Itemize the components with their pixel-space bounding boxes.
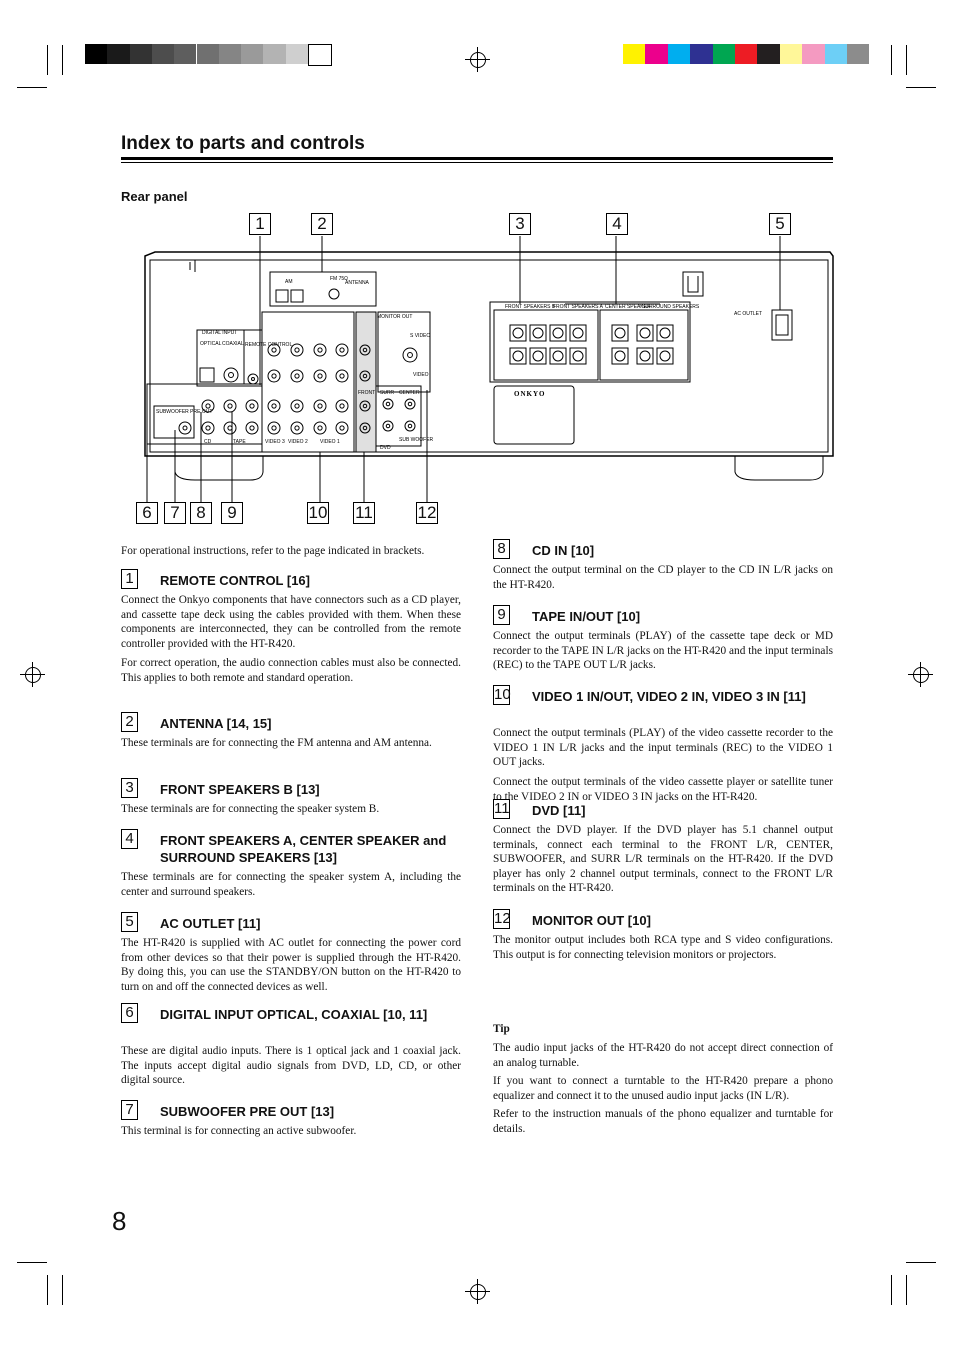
label-sub: SUB WOOFER (399, 437, 434, 443)
rca-jack-pin (340, 348, 344, 352)
label-center: CENTER (399, 390, 420, 396)
rca-jack (224, 400, 236, 412)
item-heading: ANTENNA [14, 15] (160, 716, 272, 731)
speaker-terminal (530, 325, 546, 341)
rca-jack-pin (386, 424, 390, 428)
speaker-terminal (612, 348, 628, 364)
item-number: 10 (494, 686, 511, 703)
speaker-terminal-knob (615, 328, 625, 338)
speaker-terminal (657, 325, 673, 341)
label-front: FRONT (358, 390, 376, 396)
speaker-terminal (612, 325, 628, 341)
rca-jack-pin (272, 374, 276, 378)
label-optical: OPTICAL (200, 341, 222, 347)
speaker-terminal-knob (640, 328, 650, 338)
label-video3: VIDEO 3 (265, 439, 285, 445)
callout-3: 3 (509, 213, 531, 235)
label-s-video: S VIDEO (410, 333, 431, 339)
item-paragraph: Connect the output terminals (PLAY) of the video cassette recorder to the VIDEO 1 IN L/R jacks and the input terminals (REC) to the VIDEO 1 OUT jacks. (493, 727, 833, 769)
speaker-terminal-knob (513, 328, 523, 338)
speaker-terminal-knob (640, 351, 650, 361)
label-surr: SURR (380, 390, 395, 396)
registration-mark-icon (25, 667, 41, 683)
rear-panel-diagram (0, 0, 954, 540)
rca-jack (336, 400, 348, 412)
callout-12: 12 (417, 503, 437, 522)
label-video1: VIDEO 1 (320, 439, 340, 445)
label-front-a: FRONT SPEAKERS A (553, 304, 603, 310)
rca-jack (291, 344, 303, 356)
label-antenna: ANTENNA (345, 280, 369, 286)
rca-jack (268, 400, 280, 412)
item-heading: DIGITAL INPUT OPTICAL, COAXIAL [10, 11] (160, 1007, 428, 1022)
item-heading: VIDEO 1 IN/OUT, VIDEO 2 IN, VIDEO 3 IN [11] (532, 689, 806, 704)
item-paragraph: Connect the DVD player. If the DVD player has 5.1 channel output terminals, connect each terminal to the FRONT L/R, CENTER, SUBWOOFER, and SURR L/R terminals on the HT-R420. If the DVD player has only 2 channel output terminals, connect to the FRONT L/R terminals on the HT-R420. (493, 824, 833, 895)
label-surround-speakers: SURROUND SPEAKERS (642, 304, 700, 310)
item-paragraph: These terminals are for connecting the FM antenna and AM antenna. (121, 737, 432, 749)
item-heading: TAPE IN/OUT [10] (532, 609, 641, 624)
speaker-terminal-knob (533, 328, 543, 338)
speaker-terminal (657, 348, 673, 364)
rca-jack-pin (318, 426, 322, 430)
speaker-terminal (550, 325, 566, 341)
label-digital-input: DIGITAL INPUT (202, 330, 238, 336)
rca-jack-pin (340, 374, 344, 378)
rca-jack-pin (272, 404, 276, 408)
item-heading: FRONT SPEAKERS B [13] (160, 782, 320, 797)
rca-jack-pin (340, 426, 344, 430)
callout-5: 5 (769, 213, 791, 235)
rca-jack-pin (340, 404, 344, 408)
rca-jack (224, 422, 236, 434)
label-remote-control: REMOTE CONTROL (245, 342, 293, 348)
rca-jack (403, 348, 417, 362)
rca-jack (383, 421, 393, 431)
item-number: 8 (493, 539, 510, 559)
speaker-terminal-knob (533, 351, 543, 361)
rca-jack-pin (250, 404, 254, 408)
label-subwoofer: SUBWOOFER PRE OUT (156, 409, 213, 415)
label-front-b: FRONT SPEAKERS B (505, 304, 556, 310)
speaker-terminal (637, 325, 653, 341)
registration-mark-icon (913, 667, 929, 683)
item-paragraph: These are digital audio inputs. There is 1 optical jack and 1 coaxial jack. The inputs accept digital audio signals from DVD, LD, CD, or other digital source. (121, 1045, 461, 1087)
label-ac-outlet: AC OUTLET (734, 311, 763, 317)
item-paragraph: Connect the Onkyo components that have connectors such as a CD player, and cassette tape deck using the cables provided with them. When these components are interconnected, they can be controlled from the remote controller provided with the HT-R420. (121, 594, 461, 650)
rca-jack (291, 370, 303, 382)
item-number: 4 (121, 829, 138, 849)
speaker-terminal-knob (573, 328, 583, 338)
intro-text: For operational instructions, refer to the page indicated in brackets. (121, 545, 425, 557)
item-number: 6 (121, 1003, 138, 1023)
rca-jack (268, 422, 280, 434)
rca-jack-pin (295, 426, 299, 430)
label-cd: CD (204, 439, 212, 445)
rca-jack (314, 370, 326, 382)
callout-10: 10 (308, 503, 328, 522)
rca-jack-pin (408, 402, 412, 406)
label-monitor-out: MONITOR OUT (377, 314, 413, 320)
rca-jack-pin (318, 404, 322, 408)
callout-9: 9 (221, 502, 243, 524)
rca-jack (291, 422, 303, 434)
rca-jack-pin (206, 404, 210, 408)
rca-jack-pin (408, 353, 413, 358)
item-number: 3 (121, 778, 138, 798)
tip-heading: Tip (493, 1023, 510, 1035)
speaker-terminal (550, 348, 566, 364)
rca-jack (336, 370, 348, 382)
speaker-terminal-knob (513, 351, 523, 361)
item-number: 1 (121, 569, 138, 589)
speaker-terminal (510, 325, 526, 341)
callout-7: 7 (164, 502, 186, 524)
item-paragraph: The HT-R420 is supplied with AC outlet for connecting the power cord from other devices so that their power is supplied through the HT-R420. By doing this, you can use the STANDBY/ON button on the HT-R420 to turn on and off the connected devices as well. (121, 937, 461, 993)
rca-jack-pin (206, 426, 210, 430)
rca-jack (314, 344, 326, 356)
label-fm: FM 75Ω (330, 276, 348, 282)
item-number: 2 (121, 712, 138, 732)
speaker-terminal (570, 348, 586, 364)
rca-jack-pin (272, 348, 276, 352)
page-number: 8 (112, 1206, 127, 1236)
tip-paragraph: If you want to connect a turntable to the HT-R420 prepare a phono equalizer and connect it to the unused audio input jacks (IN L/R). (493, 1075, 833, 1102)
item-heading: DVD [11] (532, 803, 586, 818)
item-paragraph: These terminals are for connecting the speaker system A, including the center and surround speakers. (121, 871, 461, 898)
speaker-terminal-knob (660, 351, 670, 361)
item-paragraph: This terminal is for connecting an active subwoofer. (121, 1125, 357, 1137)
rca-jack-pin (228, 426, 232, 430)
label-center-speaker: CENTER SPEAKER (605, 304, 651, 310)
item-paragraph: Connect the output terminals (PLAY) of the cassette tape deck or MD recorder to the TAPE IN L/R jacks on the HT-R420 and the input terminals (REC) to the TAPE OUT L/R jacks. (493, 630, 833, 672)
label-am: AM (285, 279, 293, 285)
rca-jack-pin (250, 426, 254, 430)
callout-2: 2 (311, 213, 333, 235)
rca-jack-pin (318, 348, 322, 352)
rca-jack (246, 400, 258, 412)
tip-paragraph: Refer to the instruction manuals of the phono equalizer and turntable for details. (493, 1108, 833, 1135)
label-dvd: DVD (380, 445, 391, 451)
rca-jack-pin (228, 404, 232, 408)
speaker-terminal-knob (553, 328, 563, 338)
callout-6: 6 (136, 502, 158, 524)
item-heading: SUBWOOFER PRE OUT [13] (160, 1104, 335, 1119)
speaker-terminal-knob (553, 351, 563, 361)
callout-1: 1 (249, 213, 271, 235)
onkyo-logo: ONKYO (514, 390, 546, 398)
registration-mark-icon (470, 1284, 486, 1300)
item-heading: REMOTE CONTROL [16] (160, 573, 310, 588)
item-paragraph: These terminals are for connecting the speaker system B. (121, 803, 380, 815)
item-paragraph: The monitor output includes both RCA type and S video configurations. This output is for connecting television monitors or projectors. (493, 934, 833, 961)
item-heading: MONITOR OUT [10] (532, 913, 651, 928)
callout-4: 4 (606, 213, 628, 235)
rca-jack (202, 422, 214, 434)
item-number: 11 (494, 800, 510, 817)
item-heading: AC OUTLET [11] (160, 916, 261, 931)
rca-jack-pin (295, 404, 299, 408)
item-heading: CD IN [10] (532, 543, 595, 558)
rca-jack (405, 421, 415, 431)
rca-jack-pin (386, 402, 390, 406)
item-heading: FRONT SPEAKERS A, CENTER SPEAKER and SURROUND SPEAKERS [13] (160, 833, 447, 865)
rca-jack (314, 400, 326, 412)
label-video: VIDEO (413, 372, 429, 378)
tip-paragraph: The audio input jacks of the HT-R420 do not accept direct connection of an analog turnable. (493, 1042, 833, 1069)
item-paragraph: For correct operation, the audio connection cables must also be connected. This applies to both remote and standard operation. (121, 657, 461, 684)
callout-11: 11 (353, 502, 375, 524)
section-heading: Rear panel (121, 189, 188, 204)
rca-jack (246, 422, 258, 434)
rca-jack (336, 422, 348, 434)
speaker-terminal-knob (615, 351, 625, 361)
label-video2: VIDEO 2 (288, 439, 308, 445)
item-number: 5 (121, 912, 138, 932)
speaker-terminal (637, 348, 653, 364)
label-tape: TAPE (233, 439, 246, 445)
speaker-terminal (530, 348, 546, 364)
item-number: 9 (493, 605, 510, 625)
speaker-terminal (570, 325, 586, 341)
rca-jack (336, 344, 348, 356)
callout-8: 8 (190, 502, 212, 524)
rca-jack (268, 370, 280, 382)
rca-jack-pin (408, 424, 412, 428)
rca-jack (291, 400, 303, 412)
speaker-terminal-knob (573, 351, 583, 361)
rca-jack (405, 399, 415, 409)
rca-jack-pin (318, 374, 322, 378)
page-title: Index to parts and controls (121, 133, 365, 154)
rca-jack-pin (272, 426, 276, 430)
rca-jack (314, 422, 326, 434)
item-paragraph: Connect the output terminal on the CD player to the CD IN L/R jacks on the HT-R420. (493, 564, 833, 591)
speaker-terminal-knob (660, 328, 670, 338)
rca-jack (383, 399, 393, 409)
rca-jack-pin (295, 374, 299, 378)
item-paragraph: Connect the output terminals of the video cassette player or satellite tuner to the VIDEO 2 IN or VIDEO 3 IN jacks on the HT-R420. (493, 776, 833, 803)
speaker-terminal (510, 348, 526, 364)
label-coaxial: COAXIAL (222, 341, 244, 347)
item-number: 7 (121, 1100, 138, 1120)
rca-jack-pin (295, 348, 299, 352)
item-number: 12 (494, 910, 511, 927)
